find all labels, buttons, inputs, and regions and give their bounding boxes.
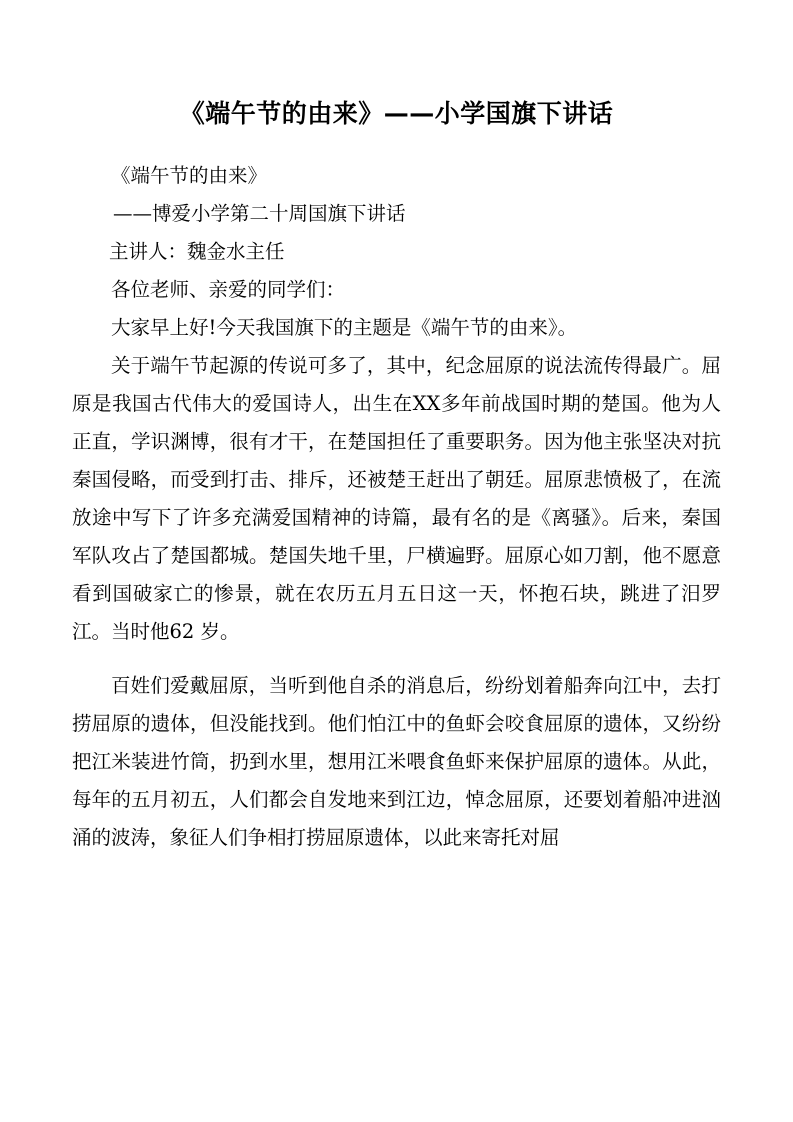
page-title: 《端午节的由来》——小学国旗下讲话	[179, 99, 614, 128]
paragraph-speaker: 主讲人：魏金水主任	[109, 240, 285, 264]
paragraph-salutation: 各位老师、亲爱的同学们：	[111, 278, 346, 302]
paragraph-subtitle: 《端午节的由来》	[111, 164, 268, 187]
paragraph-greeting: 大家早上好!今天我国旗下的主题是《端午节的由来》。	[111, 316, 578, 340]
paragraph-people-commemoration: 百姓们爱戴屈原，当听到他自杀的消息后，纷纷划着船奔向江中，去打捞屈原的遗体，但没能找到。他们怕江中的鱼虾会咬食屈原的遗体，又纷纷把江米装进竹筒，扔到水里，想用江米喂食鱼虾来保护屈原的遗体。从此，每年的五月初五，人们都会自发地来到江边，悼念屈原，还要划着船冲进汹涌的波涛，象征人们争相打捞屈原遗体，以此来寄托对屈	[72, 674, 721, 850]
paragraph-origin-legend: 关于端午节起源的传说可多了，其中，纪念屈原的说法流传得最广。屈原是我国古代伟大的爱国诗人，出生在XX多年前战国时期的楚国。他为人正直，学识渊博，很有才干，在楚国担任了重要职务。因为他主张坚决对抗秦国侵略，而受到打击、排斥，还被楚王赶出了朝廷。屈原悲愤极了，在流放途中写下了许多充满爱国精神的诗篇，最有名的是《离骚》。后来，秦国军队攻占了楚国都城。楚国失地千里，尸横遍野。屈原心如刀割，他不愿意看到国破家亡的惨景，就在农历五月五日这一天，怀抱石块，跳进了汨罗江。当时他62 岁。	[72, 354, 721, 644]
document-body	[72, 157, 721, 857]
paragraph-occasion: ——博爱小学第二十周国旗下讲话	[112, 202, 406, 226]
